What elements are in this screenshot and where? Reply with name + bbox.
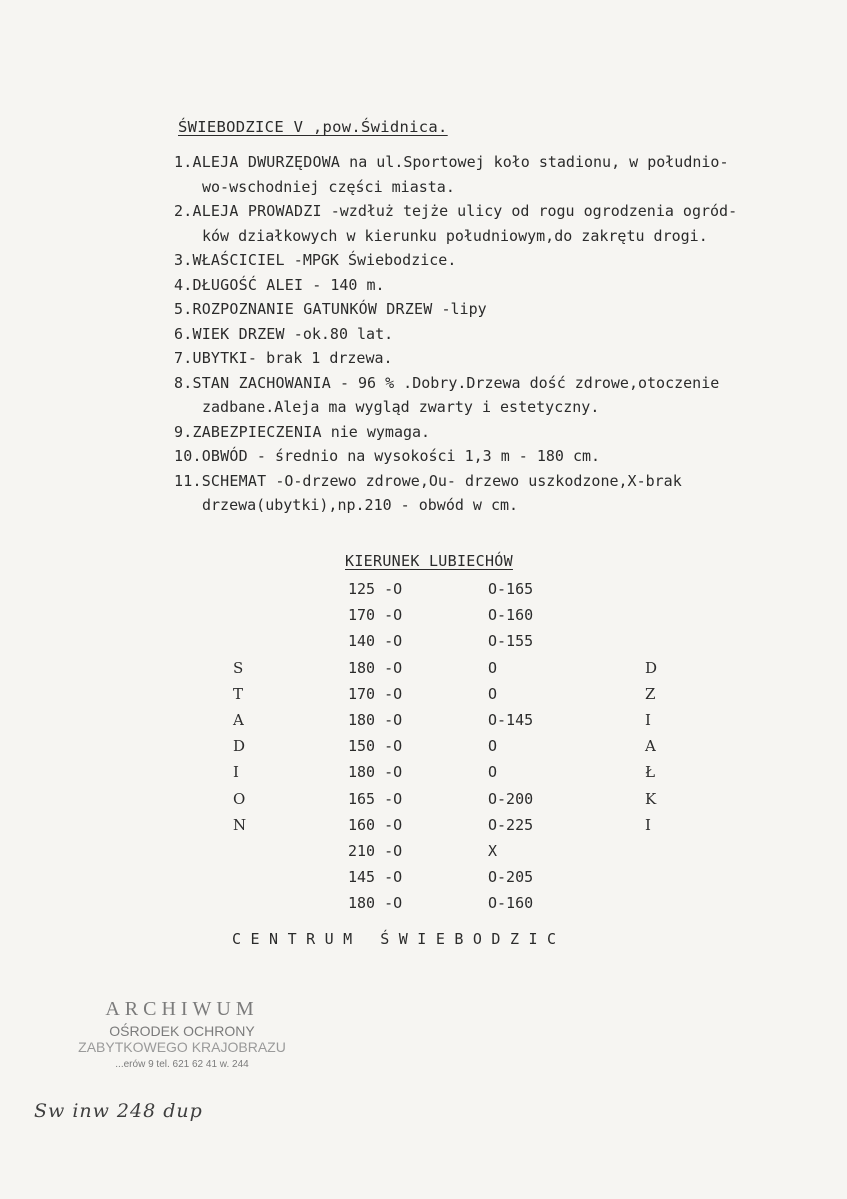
item-text: brak 1 drzewa.	[257, 349, 393, 367]
side-letter-left: O	[233, 789, 246, 808]
right-tree: O-205	[488, 868, 534, 887]
list-item	[174, 444, 834, 469]
stamp-line-1: ARCHIWUM	[105, 998, 259, 1020]
side-letter-left: A	[233, 710, 244, 729]
list-item	[174, 297, 834, 322]
left-tree: 180 -O	[348, 710, 403, 729]
table-row	[0, 632, 847, 658]
table-row	[0, 816, 847, 842]
schema-footer: CENTRUM ŚWIEBODZIC	[232, 930, 566, 948]
list-item	[174, 371, 834, 396]
left-tree: 180 -O	[348, 894, 403, 913]
item-text: -ok.80 lat.	[284, 324, 394, 343]
right-tree: O-145	[488, 710, 534, 729]
left-tree: 150 -O	[348, 737, 403, 756]
left-tree: 210 -O	[348, 841, 403, 860]
schema-heading: KIERUNEK LUBIECHÓW	[345, 552, 513, 570]
right-tree: O-200	[488, 789, 534, 808]
item-text: -wzdłuż tejże ulicy od rogu ogrodzenia ogród-	[321, 202, 738, 220]
side-letter-right: I	[645, 815, 651, 834]
side-letter-right: Z	[645, 684, 656, 703]
item-label: 9.ZABEZPIECZENIA	[174, 422, 322, 441]
left-tree: 170 -O	[348, 684, 403, 703]
right-tree: O-155	[488, 632, 534, 651]
right-tree: O-160	[488, 894, 534, 913]
archive-stamp	[72, 998, 292, 1070]
side-letter-left: T	[233, 684, 244, 703]
item-label: 5.ROZPOZNANIE GATUNKÓW DRZEW	[174, 300, 433, 318]
item-label: 8.STAN ZACHOWANIA	[174, 373, 331, 392]
side-letter-right: A	[645, 737, 656, 756]
list-item	[174, 199, 834, 224]
table-row	[0, 606, 847, 632]
item-label: 6.WIEK DRZEW	[174, 324, 285, 343]
table-row	[0, 659, 847, 685]
item-label: 10.OBWÓD	[174, 447, 248, 465]
right-tree: X	[488, 841, 498, 860]
item-continuation: wo-wschodniej części miasta.	[202, 177, 455, 196]
item-text: - 140 m.	[303, 275, 385, 294]
document-title: ŚWIEBODZICE V ,pow.Świdnica.	[178, 118, 448, 136]
table-row	[0, 842, 847, 868]
right-tree: O-160	[488, 606, 534, 625]
item-list	[174, 150, 834, 518]
right-tree: O	[488, 658, 498, 677]
item-text: -MPGK Świebodzice.	[284, 251, 457, 269]
right-tree: O	[488, 763, 498, 782]
side-letter-left: I	[233, 763, 239, 782]
side-letter-left: N	[233, 815, 247, 834]
left-tree: 180 -O	[348, 658, 403, 677]
right-tree: O-165	[488, 580, 534, 598]
list-item	[174, 248, 834, 273]
item-label: 3.WŁAŚCICIEL	[174, 251, 285, 269]
right-tree: O	[488, 684, 498, 703]
table-row	[0, 711, 847, 737]
item-label: 4.DŁUGOŚĆ ALEI	[174, 275, 304, 294]
table-row	[0, 685, 847, 711]
tree-schema	[0, 580, 847, 920]
left-tree: 140 -O	[348, 632, 403, 651]
right-tree: O	[488, 737, 498, 756]
right-tree: O-225	[488, 815, 534, 834]
list-item	[174, 150, 834, 175]
left-tree: 170 -O	[348, 606, 403, 625]
stamp-line-3: ZABYTKOWEGO KRAJOBRAZU	[78, 1039, 286, 1055]
left-tree: 165 -O	[348, 789, 403, 808]
stamp-line-2: OŚRODEK OCHRONY	[109, 1023, 255, 1039]
item-text: - 96 % .Dobry.Drzewa dość zdrowe,otoczenie	[330, 373, 720, 392]
table-row	[0, 868, 847, 894]
item-label: 2.ALEJA PROWADZI	[174, 202, 322, 220]
item-text: - średnio na wysokości 1,3 m - 180 cm.	[247, 447, 601, 465]
item-label: 7.UBYTKI-	[174, 349, 258, 367]
side-letter-right: Ł	[645, 763, 656, 782]
item-text: -lipy	[432, 300, 487, 318]
side-letter-right: I	[645, 710, 651, 729]
item-text: na ul.Sportowej koło stadionu, w południo-	[340, 153, 729, 171]
side-letter-left: S	[233, 658, 244, 677]
stamp-line-4: ...erów 9 tel. 621 62 41 w. 244	[115, 1059, 249, 1070]
handwritten-note: Sw inw 248 dup	[34, 1100, 203, 1122]
left-tree: 160 -O	[348, 815, 403, 834]
item-continuation: drzewa(ubytki),np.210 - obwód w cm.	[202, 496, 519, 514]
table-row	[0, 737, 847, 763]
item-label: 11.SCHEMAT	[174, 471, 267, 490]
table-row	[0, 763, 847, 789]
left-tree: 125 -O	[348, 580, 403, 598]
table-row	[0, 790, 847, 816]
table-row	[0, 580, 847, 606]
item-continuation: ków działkowych w kierunku południowym,do zakrętu drogi.	[202, 226, 708, 245]
side-letter-left: D	[233, 737, 246, 756]
item-label: 1.ALEJA DWURZĘDOWA	[174, 153, 341, 171]
list-item	[174, 420, 834, 445]
item-text: -O-drzewo zdrowe,Ou- drzewo uszkodzone,X-brak	[266, 471, 682, 490]
side-letter-right: D	[645, 658, 658, 677]
list-item	[174, 469, 834, 494]
list-item	[174, 273, 834, 298]
list-item	[174, 346, 834, 371]
item-continuation: zadbane.Aleja ma wygląd zwarty i estetyczny.	[202, 398, 600, 416]
item-text: nie wymaga.	[321, 422, 431, 441]
left-tree: 180 -O	[348, 763, 403, 782]
left-tree: 145 -O	[348, 868, 403, 887]
side-letter-right: K	[645, 789, 657, 808]
list-item	[174, 322, 834, 347]
table-row	[0, 894, 847, 920]
